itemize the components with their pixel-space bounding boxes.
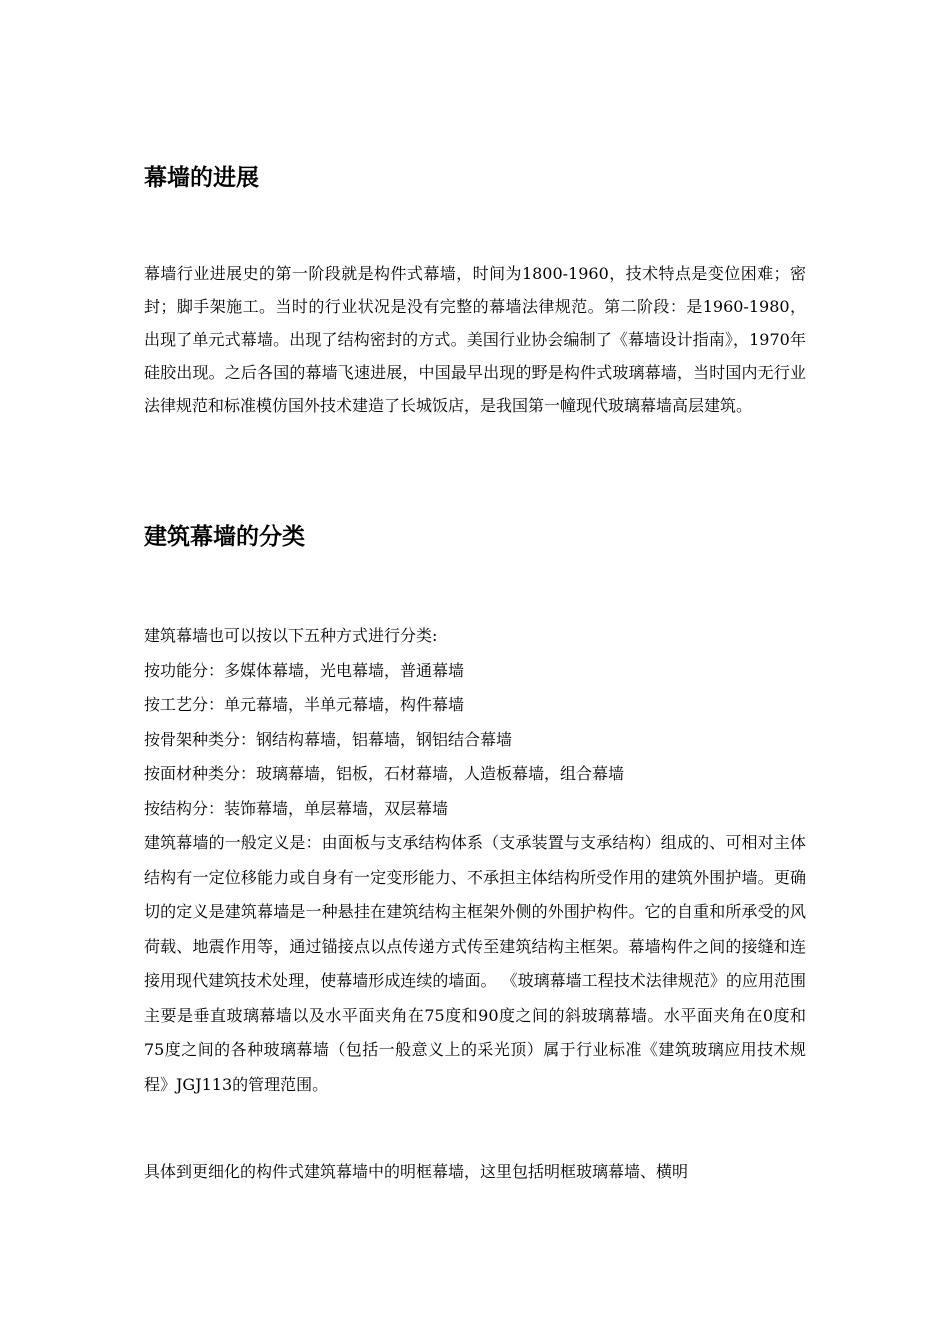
classification-by-panel-material: 按面材种类分：玻璃幕墙，铝板，石材幕墙，人造板幕墙，组合幕墙 [144, 764, 625, 783]
development-history-paragraph: 幕墙行业进展史的第一阶段就是构件式幕墙，时间为1800-1960，技术特点是变位困难；密封；脚手架施工。当时的行业状况是没有完整的幕墙法律规范。第二阶段：是1960-1980，出现了单元式幕墙。出现了结构密封的方式。美国行业协会编制了《幕墙设计指南》，1970年硅胶出现。之后各国的幕墙飞速进展，中国最早出现的野是构件式玻璃幕墙，当时国内无行业法律规范和标准模仿国外技术建造了长城饭店，是我国第一幢现代玻璃幕墙高层建筑。 [144, 264, 806, 415]
classification-intro-line: 建筑幕墙也可以按以下五种方式进行分类: [144, 626, 438, 645]
definition-paragraph: 建筑幕墙的一般定义是：由面板与支承结构体系（支承装置与支承结构）组成的、可相对主体结构有一定位移能力或自身有一定变形能力、不承担主体结构所受作用的建筑外围护墙。更确切的定义是建筑幕墙是一种悬挂在建筑结构主框架外侧的外围护构件。它的自重和所承受的风荷载、地震作用等，通过锚接点以点传递方式传至建筑结构主框架。幕墙构件之间的接缝和连接用现代建筑技术处理，使幕墙形成连续的墙面。 《玻璃幕墙工程技术法律规范》的应用范围主要是垂直玻璃幕墙以及水平面夹角在75度和90度之间的斜玻璃幕墙。水平面夹角在0度和75度之间的各种玻璃幕墙（包括一般意义上的采光顶）属于行业标准《建筑玻璃应用技术规程》JGJ113的管理范围。 [144, 833, 806, 1094]
classification-by-process: 按工艺分：单元幕墙，半单元幕墙，构件幕墙 [144, 695, 465, 714]
section-heading-curtain-wall-classification: 建筑幕墙的分类 [144, 524, 305, 550]
section-heading-curtain-wall-development: 幕墙的进展 [144, 165, 259, 191]
classification-list [144, 619, 806, 826]
classification-by-frame-type: 按骨架种类分：钢结构幕墙，铝幕墙，钢铝结合幕墙 [144, 729, 513, 749]
continuation-paragraph: 具体到更细化的构件式建筑幕墙中的明框幕墙，这里包括明框玻璃幕墙、横明 [144, 1162, 689, 1181]
classification-by-function: 按功能分：多媒体幕墙，光电幕墙，普通幕墙 [144, 660, 465, 680]
classification-by-structure: 按结构分：装饰幕墙，单层幕墙，双层幕墙 [144, 798, 449, 818]
